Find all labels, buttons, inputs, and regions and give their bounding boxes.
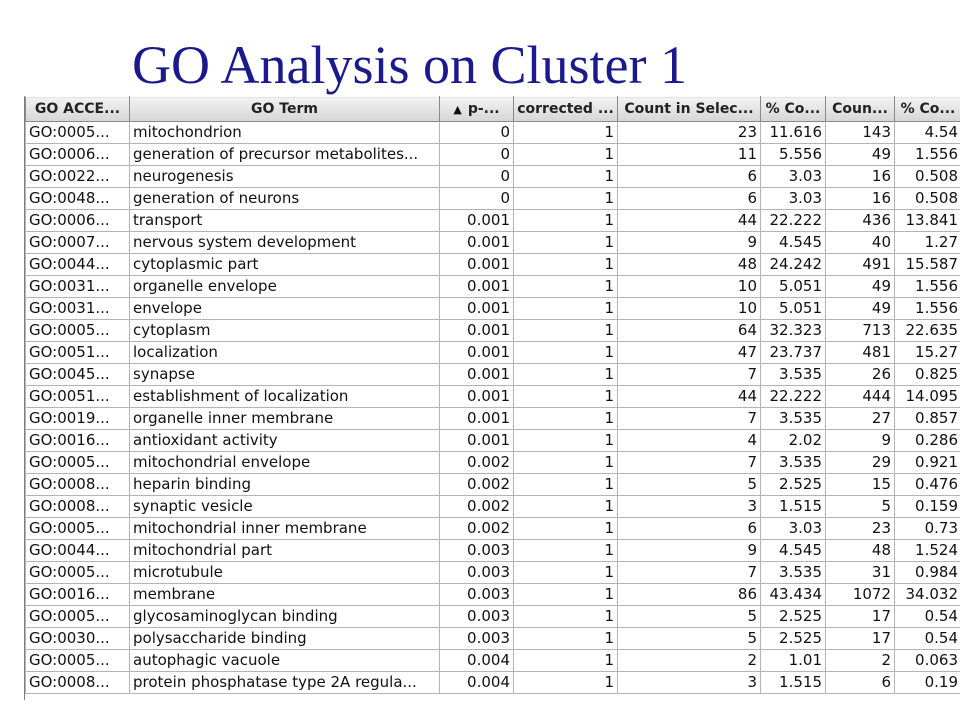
count-total-cell[interactable]: 49 — [826, 298, 895, 320]
percent-total-cell[interactable]: 15.27 — [895, 342, 960, 364]
go-accession-cell[interactable]: GO:0051... — [26, 386, 130, 408]
table-row[interactable] — [26, 540, 960, 562]
go-term-cell[interactable]: cytoplasmic part — [130, 254, 440, 276]
go-term-cell[interactable]: synaptic vesicle — [130, 496, 440, 518]
percent-total-cell[interactable]: 1.556 — [895, 298, 960, 320]
table-row[interactable] — [26, 166, 960, 188]
percent-total-cell[interactable]: 0.19 — [895, 672, 960, 694]
go-term-cell[interactable]: localization — [130, 342, 440, 364]
count-total-cell[interactable]: 26 — [826, 364, 895, 386]
table-row[interactable] — [26, 606, 960, 628]
percent-selection-cell[interactable]: 3.535 — [761, 408, 826, 430]
column-header-percent-count-total[interactable] — [895, 97, 960, 122]
table-row[interactable] — [26, 474, 960, 496]
count-in-selection-cell[interactable]: 9 — [618, 232, 761, 254]
go-accession-cell[interactable]: GO:0051... — [26, 342, 130, 364]
corrected-p-value-cell[interactable]: 1 — [514, 210, 618, 232]
table-row[interactable] — [26, 342, 960, 364]
count-total-cell[interactable]: 6 — [826, 672, 895, 694]
go-term-cell[interactable]: heparin binding — [130, 474, 440, 496]
p-value-cell[interactable]: 0.001 — [440, 298, 514, 320]
percent-selection-cell[interactable]: 4.545 — [761, 232, 826, 254]
percent-selection-cell[interactable]: 3.535 — [761, 452, 826, 474]
percent-selection-cell[interactable]: 2.02 — [761, 430, 826, 452]
p-value-cell[interactable]: 0 — [440, 122, 514, 144]
table-header-row — [26, 97, 960, 122]
count-total-cell[interactable]: 143 — [826, 122, 895, 144]
percent-total-cell[interactable]: 4.54 — [895, 122, 960, 144]
count-in-selection-cell[interactable]: 47 — [618, 342, 761, 364]
go-term-cell[interactable]: neurogenesis — [130, 166, 440, 188]
count-total-cell[interactable]: 2 — [826, 650, 895, 672]
count-total-cell[interactable]: 5 — [826, 496, 895, 518]
p-value-cell[interactable]: 0.001 — [440, 276, 514, 298]
table-row[interactable] — [26, 386, 960, 408]
count-total-cell[interactable]: 481 — [826, 342, 895, 364]
corrected-p-value-cell[interactable]: 1 — [514, 452, 618, 474]
corrected-p-value-cell[interactable]: 1 — [514, 408, 618, 430]
column-header-corrected-p-value[interactable] — [514, 97, 618, 122]
corrected-p-value-cell[interactable]: 1 — [514, 298, 618, 320]
sort-ascending-icon: ▲ — [453, 103, 462, 116]
go-term-cell[interactable]: synapse — [130, 364, 440, 386]
p-value-cell[interactable]: 0.003 — [440, 606, 514, 628]
column-header-label: Coun... — [832, 101, 888, 117]
corrected-p-value-cell[interactable]: 1 — [514, 540, 618, 562]
count-in-selection-cell[interactable]: 3 — [618, 672, 761, 694]
column-header-label: % Co... — [900, 101, 956, 117]
count-in-selection-cell[interactable]: 6 — [618, 518, 761, 540]
percent-total-cell[interactable]: 1.27 — [895, 232, 960, 254]
p-value-cell[interactable]: 0.003 — [440, 562, 514, 584]
percent-total-cell[interactable]: 0.476 — [895, 474, 960, 496]
percent-total-cell[interactable]: 0.825 — [895, 364, 960, 386]
percent-selection-cell[interactable]: 5.556 — [761, 144, 826, 166]
go-term-cell[interactable]: polysaccharide binding — [130, 628, 440, 650]
p-value-cell[interactable]: 0.003 — [440, 540, 514, 562]
table-row[interactable] — [26, 210, 960, 232]
go-term-cell[interactable]: membrane — [130, 584, 440, 606]
go-term-cell[interactable]: antioxidant activity — [130, 430, 440, 452]
p-value-cell[interactable]: 0.004 — [440, 672, 514, 694]
percent-selection-cell[interactable]: 11.616 — [761, 122, 826, 144]
percent-total-cell[interactable]: 14.095 — [895, 386, 960, 408]
go-accession-cell[interactable]: GO:0008... — [26, 672, 130, 694]
go-results-table — [25, 96, 960, 694]
go-accession-cell[interactable]: GO:0044... — [26, 540, 130, 562]
count-in-selection-cell[interactable]: 44 — [618, 210, 761, 232]
corrected-p-value-cell[interactable]: 1 — [514, 672, 618, 694]
go-accession-cell[interactable]: GO:0008... — [26, 474, 130, 496]
percent-total-cell[interactable]: 0.984 — [895, 562, 960, 584]
table-row[interactable] — [26, 276, 960, 298]
table-row[interactable] — [26, 628, 960, 650]
count-total-cell[interactable]: 713 — [826, 320, 895, 342]
table-row[interactable] — [26, 584, 960, 606]
count-in-selection-cell[interactable]: 7 — [618, 452, 761, 474]
count-in-selection-cell[interactable]: 6 — [618, 188, 761, 210]
column-header-go-accession[interactable] — [26, 97, 130, 122]
count-total-cell[interactable]: 49 — [826, 144, 895, 166]
corrected-p-value-cell[interactable]: 1 — [514, 562, 618, 584]
percent-total-cell[interactable]: 0.54 — [895, 628, 960, 650]
p-value-cell[interactable]: 0.002 — [440, 496, 514, 518]
column-header-go-term[interactable] — [130, 97, 440, 122]
count-in-selection-cell[interactable]: 7 — [618, 408, 761, 430]
column-header-label: GO Term — [251, 101, 318, 117]
percent-total-cell[interactable]: 13.841 — [895, 210, 960, 232]
corrected-p-value-cell[interactable]: 1 — [514, 606, 618, 628]
count-in-selection-cell[interactable]: 7 — [618, 364, 761, 386]
percent-selection-cell[interactable]: 22.222 — [761, 386, 826, 408]
go-accession-cell[interactable]: GO:0031... — [26, 276, 130, 298]
go-accession-cell[interactable]: GO:0019... — [26, 408, 130, 430]
column-header-label: Count in Selec... — [624, 101, 754, 117]
count-in-selection-cell[interactable]: 3 — [618, 496, 761, 518]
go-accession-cell[interactable]: GO:0044... — [26, 254, 130, 276]
corrected-p-value-cell[interactable]: 1 — [514, 254, 618, 276]
table-row[interactable] — [26, 650, 960, 672]
go-accession-cell[interactable]: GO:0005... — [26, 606, 130, 628]
table-row[interactable] — [26, 452, 960, 474]
count-total-cell[interactable]: 16 — [826, 188, 895, 210]
percent-total-cell[interactable]: 0.159 — [895, 496, 960, 518]
go-accession-cell[interactable]: GO:0016... — [26, 584, 130, 606]
table-row[interactable] — [26, 144, 960, 166]
p-value-cell[interactable]: 0.003 — [440, 628, 514, 650]
p-value-cell[interactable]: 0.001 — [440, 430, 514, 452]
count-total-cell[interactable]: 48 — [826, 540, 895, 562]
corrected-p-value-cell[interactable]: 1 — [514, 430, 618, 452]
count-total-cell[interactable]: 23 — [826, 518, 895, 540]
count-in-selection-cell[interactable]: 48 — [618, 254, 761, 276]
p-value-cell[interactable]: 0.003 — [440, 584, 514, 606]
count-total-cell[interactable]: 491 — [826, 254, 895, 276]
count-in-selection-cell[interactable]: 10 — [618, 298, 761, 320]
go-accession-cell[interactable]: GO:0030... — [26, 628, 130, 650]
percent-selection-cell[interactable]: 22.222 — [761, 210, 826, 232]
column-header-count-in-selection[interactable] — [618, 97, 761, 122]
p-value-cell[interactable]: 0.001 — [440, 408, 514, 430]
percent-total-cell[interactable]: 0.508 — [895, 188, 960, 210]
p-value-cell[interactable]: 0.002 — [440, 518, 514, 540]
table-row[interactable] — [26, 496, 960, 518]
slide-title: GO Analysis on Cluster 1 — [132, 35, 688, 95]
percent-total-cell[interactable]: 0.857 — [895, 408, 960, 430]
percent-selection-cell[interactable]: 3.03 — [761, 166, 826, 188]
go-term-cell[interactable]: glycosaminoglycan binding — [130, 606, 440, 628]
go-term-cell[interactable]: envelope — [130, 298, 440, 320]
p-value-cell[interactable]: 0.002 — [440, 452, 514, 474]
count-in-selection-cell[interactable]: 7 — [618, 562, 761, 584]
table-row[interactable] — [26, 320, 960, 342]
count-in-selection-cell[interactable]: 86 — [618, 584, 761, 606]
count-total-cell[interactable]: 15 — [826, 474, 895, 496]
count-in-selection-cell[interactable]: 23 — [618, 122, 761, 144]
go-term-cell[interactable]: generation of neurons — [130, 188, 440, 210]
count-in-selection-cell[interactable]: 11 — [618, 144, 761, 166]
count-total-cell[interactable]: 444 — [826, 386, 895, 408]
percent-total-cell[interactable]: 1.556 — [895, 276, 960, 298]
corrected-p-value-cell[interactable]: 1 — [514, 342, 618, 364]
go-accession-cell[interactable]: GO:0031... — [26, 298, 130, 320]
percent-total-cell[interactable]: 34.032 — [895, 584, 960, 606]
p-value-cell[interactable]: 0.001 — [440, 320, 514, 342]
table-row[interactable] — [26, 254, 960, 276]
go-accession-cell[interactable]: GO:0006... — [26, 144, 130, 166]
count-total-cell[interactable]: 16 — [826, 166, 895, 188]
count-total-cell[interactable]: 17 — [826, 628, 895, 650]
go-term-cell[interactable]: cytoplasm — [130, 320, 440, 342]
count-total-cell[interactable]: 9 — [826, 430, 895, 452]
percent-selection-cell[interactable]: 3.03 — [761, 518, 826, 540]
go-term-cell[interactable]: microtubule — [130, 562, 440, 584]
p-value-cell[interactable]: 0.001 — [440, 254, 514, 276]
percent-selection-cell[interactable]: 2.525 — [761, 628, 826, 650]
count-total-cell[interactable]: 436 — [826, 210, 895, 232]
count-in-selection-cell[interactable]: 5 — [618, 628, 761, 650]
corrected-p-value-cell[interactable]: 1 — [514, 386, 618, 408]
corrected-p-value-cell[interactable]: 1 — [514, 144, 618, 166]
corrected-p-value-cell[interactable]: 1 — [514, 496, 618, 518]
go-accession-cell[interactable]: GO:0005... — [26, 320, 130, 342]
column-header-label: GO ACCE... — [34, 101, 121, 117]
go-term-cell[interactable]: organelle inner membrane — [130, 408, 440, 430]
count-total-cell[interactable]: 17 — [826, 606, 895, 628]
go-term-cell[interactable]: establishment of localization — [130, 386, 440, 408]
corrected-p-value-cell[interactable]: 1 — [514, 650, 618, 672]
column-header-p-value[interactable] — [440, 97, 514, 122]
column-header-label: % Co... — [765, 101, 821, 117]
percent-total-cell[interactable]: 0.508 — [895, 166, 960, 188]
corrected-p-value-cell[interactable]: 1 — [514, 518, 618, 540]
percent-selection-cell[interactable]: 5.051 — [761, 276, 826, 298]
count-in-selection-cell[interactable]: 4 — [618, 430, 761, 452]
p-value-cell[interactable]: 0.004 — [440, 650, 514, 672]
percent-total-cell[interactable]: 15.587 — [895, 254, 960, 276]
table-row[interactable] — [26, 672, 960, 694]
percent-total-cell[interactable]: 22.635 — [895, 320, 960, 342]
go-results-table-container[interactable] — [24, 96, 960, 700]
percent-selection-cell[interactable]: 3.535 — [761, 562, 826, 584]
corrected-p-value-cell[interactable]: 1 — [514, 584, 618, 606]
count-total-cell[interactable]: 31 — [826, 562, 895, 584]
corrected-p-value-cell[interactable]: 1 — [514, 188, 618, 210]
table-row[interactable] — [26, 430, 960, 452]
percent-selection-cell[interactable]: 3.03 — [761, 188, 826, 210]
p-value-cell[interactable]: 0.001 — [440, 232, 514, 254]
table-row[interactable] — [26, 518, 960, 540]
table-row[interactable] — [26, 408, 960, 430]
percent-selection-cell[interactable]: 2.525 — [761, 606, 826, 628]
go-term-cell[interactable]: mitochondrial envelope — [130, 452, 440, 474]
count-in-selection-cell[interactable]: 9 — [618, 540, 761, 562]
count-in-selection-cell[interactable]: 2 — [618, 650, 761, 672]
p-value-cell[interactable]: 0.001 — [440, 210, 514, 232]
count-in-selection-cell[interactable]: 64 — [618, 320, 761, 342]
count-total-cell[interactable]: 49 — [826, 276, 895, 298]
go-accession-cell[interactable]: GO:0005... — [26, 122, 130, 144]
table-body — [26, 122, 960, 694]
column-header-label: p-... — [467, 101, 500, 117]
percent-total-cell[interactable]: 0.73 — [895, 518, 960, 540]
corrected-p-value-cell[interactable]: 1 — [514, 364, 618, 386]
table-row[interactable] — [26, 364, 960, 386]
go-term-cell[interactable]: mitochondrial inner membrane — [130, 518, 440, 540]
table-row[interactable] — [26, 562, 960, 584]
go-term-cell[interactable]: protein phosphatase type 2A regula... — [130, 672, 440, 694]
go-term-cell[interactable]: mitochondrial part — [130, 540, 440, 562]
column-header-label: corrected ... — [517, 101, 614, 117]
column-header-percent-count-selection[interactable] — [761, 97, 826, 122]
percent-selection-cell[interactable]: 5.051 — [761, 298, 826, 320]
go-accession-cell[interactable]: GO:0048... — [26, 188, 130, 210]
go-accession-cell[interactable]: GO:0006... — [26, 210, 130, 232]
corrected-p-value-cell[interactable]: 1 — [514, 276, 618, 298]
corrected-p-value-cell[interactable]: 1 — [514, 628, 618, 650]
column-header-count-total[interactable] — [826, 97, 895, 122]
percent-selection-cell[interactable]: 4.545 — [761, 540, 826, 562]
go-accession-cell[interactable]: GO:0005... — [26, 452, 130, 474]
p-value-cell[interactable]: 0 — [440, 188, 514, 210]
go-term-cell[interactable]: mitochondrion — [130, 122, 440, 144]
percent-total-cell[interactable]: 1.556 — [895, 144, 960, 166]
go-accession-cell[interactable]: GO:0005... — [26, 650, 130, 672]
go-term-cell[interactable]: autophagic vacuole — [130, 650, 440, 672]
count-in-selection-cell[interactable]: 5 — [618, 606, 761, 628]
table-row[interactable] — [26, 188, 960, 210]
percent-selection-cell[interactable]: 2.525 — [761, 474, 826, 496]
percent-selection-cell[interactable]: 1.01 — [761, 650, 826, 672]
percent-selection-cell[interactable]: 3.535 — [761, 364, 826, 386]
percent-selection-cell[interactable]: 24.242 — [761, 254, 826, 276]
percent-total-cell[interactable]: 0.921 — [895, 452, 960, 474]
go-term-cell[interactable]: nervous system development — [130, 232, 440, 254]
table-row[interactable] — [26, 298, 960, 320]
p-value-cell[interactable]: 0.001 — [440, 386, 514, 408]
go-accession-cell[interactable]: GO:0005... — [26, 562, 130, 584]
percent-total-cell[interactable]: 0.54 — [895, 606, 960, 628]
corrected-p-value-cell[interactable]: 1 — [514, 232, 618, 254]
table-row[interactable] — [26, 232, 960, 254]
percent-total-cell[interactable]: 0.063 — [895, 650, 960, 672]
go-accession-cell[interactable]: GO:0007... — [26, 232, 130, 254]
corrected-p-value-cell[interactable]: 1 — [514, 166, 618, 188]
percent-selection-cell[interactable]: 43.434 — [761, 584, 826, 606]
count-in-selection-cell[interactable]: 10 — [618, 276, 761, 298]
go-accession-cell[interactable]: GO:0005... — [26, 518, 130, 540]
percent-total-cell[interactable]: 1.524 — [895, 540, 960, 562]
go-term-cell[interactable]: organelle envelope — [130, 276, 440, 298]
count-in-selection-cell[interactable]: 5 — [618, 474, 761, 496]
go-accession-cell[interactable]: GO:0008... — [26, 496, 130, 518]
corrected-p-value-cell[interactable]: 1 — [514, 474, 618, 496]
percent-selection-cell[interactable]: 23.737 — [761, 342, 826, 364]
percent-total-cell[interactable]: 0.286 — [895, 430, 960, 452]
corrected-p-value-cell[interactable]: 1 — [514, 320, 618, 342]
count-in-selection-cell[interactable]: 44 — [618, 386, 761, 408]
go-accession-cell[interactable]: GO:0016... — [26, 430, 130, 452]
count-total-cell[interactable]: 27 — [826, 408, 895, 430]
table-row[interactable] — [26, 122, 960, 144]
count-total-cell[interactable]: 29 — [826, 452, 895, 474]
percent-selection-cell[interactable]: 1.515 — [761, 672, 826, 694]
p-value-cell[interactable]: 0.001 — [440, 342, 514, 364]
count-in-selection-cell[interactable]: 6 — [618, 166, 761, 188]
percent-selection-cell[interactable]: 1.515 — [761, 496, 826, 518]
corrected-p-value-cell[interactable]: 1 — [514, 122, 618, 144]
count-total-cell[interactable]: 40 — [826, 232, 895, 254]
p-value-cell[interactable]: 0 — [440, 166, 514, 188]
go-term-cell[interactable]: transport — [130, 210, 440, 232]
go-term-cell[interactable]: generation of precursor metabolites... — [130, 144, 440, 166]
go-accession-cell[interactable]: GO:0022... — [26, 166, 130, 188]
go-accession-cell[interactable]: GO:0045... — [26, 364, 130, 386]
count-total-cell[interactable]: 1072 — [826, 584, 895, 606]
p-value-cell[interactable]: 0.001 — [440, 364, 514, 386]
p-value-cell[interactable]: 0 — [440, 144, 514, 166]
p-value-cell[interactable]: 0.002 — [440, 474, 514, 496]
percent-selection-cell[interactable]: 32.323 — [761, 320, 826, 342]
